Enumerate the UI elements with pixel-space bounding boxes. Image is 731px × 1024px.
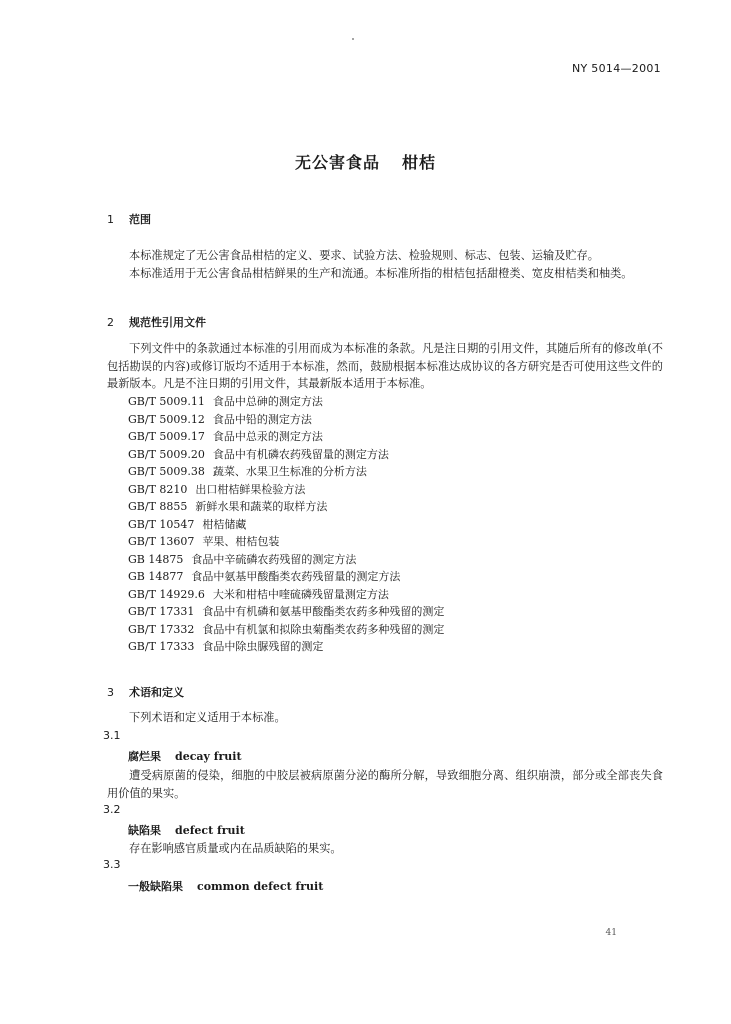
scan-speck <box>352 38 354 40</box>
reference-name: 食品中有机磷农药残留量的测定方法 <box>212 447 389 461</box>
reference-code: GB/T 17332 <box>128 622 195 636</box>
section-number: 2 <box>107 316 114 329</box>
reference-item <box>128 446 648 464</box>
section-2-heading <box>107 314 206 330</box>
reference-name: 食品中氨基甲酸酯类农药残留量的测定方法 <box>191 570 401 583</box>
reference-item <box>128 638 648 656</box>
reference-code: GB/T 17333 <box>128 640 195 653</box>
reference-name: 食品中有机氯和拟除虫菊酯类农药多种残留的测定 <box>202 622 445 636</box>
reference-item <box>128 533 648 551</box>
reference-code: GB/T 5009.38 <box>128 465 205 478</box>
reference-code: GB/T 5009.17 <box>128 430 205 443</box>
reference-item <box>128 568 648 586</box>
section-3-paragraph-1 <box>107 709 663 727</box>
reference-code: GB/T 8210 <box>128 482 188 496</box>
reference-name: 食品中总砷的测定方法 <box>212 395 323 408</box>
normative-reference-list <box>128 393 648 656</box>
reference-code: GB/T 8855 <box>128 500 188 513</box>
reference-name: 出口柑桔鲜果检验方法 <box>195 482 306 496</box>
reference-name: 新鲜水果和蔬菜的取样方法 <box>195 500 328 513</box>
page-number: 41 <box>605 928 617 938</box>
reference-name: 食品中铅的测定方法 <box>212 412 312 426</box>
reference-name: 柑桔储藏 <box>202 517 247 531</box>
reference-item <box>128 463 648 481</box>
reference-code: GB/T 13607 <box>128 535 195 548</box>
term-definition <box>107 767 663 802</box>
paragraph-text: 本标准适用于无公害食品柑桔鲜果的生产和流通。本标准所指的柑桔包括甜橙类、宽皮柑桔类和柚类。 <box>129 267 633 280</box>
section-title: 范围 <box>129 213 151 226</box>
reference-item <box>128 516 648 534</box>
section-number: 1 <box>107 213 114 226</box>
reference-name: 蔬菜、水果卫生标准的分析方法 <box>212 465 367 478</box>
reference-item <box>128 498 648 516</box>
reference-code: GB 14877 <box>128 570 184 583</box>
term-heading <box>128 822 245 838</box>
reference-item <box>128 551 648 569</box>
section-1-paragraph-1 <box>107 247 663 265</box>
definition-text: 遭受病原菌的侵染，细胞的中胶层被病原菌分泌的酶所分解，导致细胞分离、组织崩溃，部分或全部丧失食用价值的果实。 <box>107 769 663 800</box>
term-zh: 缺陷果 <box>128 824 161 837</box>
term-number: 3.3 <box>103 858 121 871</box>
reference-item <box>128 621 648 639</box>
section-2-paragraph-1 <box>107 340 663 393</box>
reference-code: GB/T 5009.11 <box>128 395 205 408</box>
reference-item <box>128 586 648 604</box>
term-en: decay fruit <box>175 750 242 763</box>
term-number: 3.2 <box>103 803 121 816</box>
section-number: 3 <box>107 686 114 699</box>
reference-item <box>128 481 648 499</box>
term-definition <box>107 840 663 858</box>
paragraph-text: 本标准规定了无公害食品柑桔的定义、要求、试验方法、检验规则、标志、包装、运输及贮存。 <box>129 249 599 262</box>
reference-item <box>128 428 648 446</box>
reference-name: 食品中辛硫磷农药残留的测定方法 <box>191 552 357 566</box>
reference-code: GB/T 10547 <box>128 517 195 531</box>
term-heading <box>128 878 323 894</box>
reference-code: GB/T 14929.6 <box>128 587 205 601</box>
paragraph-text: 下列术语和定义适用于本标准。 <box>129 711 286 724</box>
reference-name: 大米和柑桔中喹硫磷残留量测定方法 <box>212 587 389 601</box>
section-title: 规范性引用文件 <box>129 316 206 329</box>
section-title: 术语和定义 <box>129 686 184 699</box>
title-part-1: 无公害食品 <box>294 153 380 172</box>
reference-code: GB/T 5009.20 <box>128 447 205 461</box>
standard-number: NY 5014—2001 <box>571 62 661 75</box>
reference-code: GB/T 5009.12 <box>128 412 205 426</box>
reference-name: 食品中除虫脲残留的测定 <box>202 640 324 653</box>
term-zh: 一般缺陷果 <box>128 880 183 893</box>
term-en: defect fruit <box>175 824 245 837</box>
reference-name: 食品中总汞的测定方法 <box>212 430 323 443</box>
reference-item <box>128 411 648 429</box>
definition-text: 存在影响感官质量或内在品质缺陷的果实。 <box>129 842 342 855</box>
paragraph-text: 下列文件中的条款通过本标准的引用而成为本标准的条款。凡是注日期的引用文件，其随后所有的修改单(不包括勘误的内容)或修订版均不适用于本标准，然而，鼓励根据本标准达成协议的各方研究是否可使用这些文件的最新版本。凡是不注日期的引用文件，其最新版本适用于本标准。 <box>107 342 663 390</box>
term-number: 3.1 <box>103 729 121 742</box>
section-1-heading <box>107 211 151 227</box>
document-title <box>0 150 731 173</box>
term-en: common defect fruit <box>197 880 324 893</box>
reference-item <box>128 603 648 621</box>
reference-name: 苹果、柑桔包装 <box>202 535 280 548</box>
section-3-heading <box>107 684 184 700</box>
section-1-paragraph-2 <box>107 265 663 283</box>
term-heading <box>128 748 242 764</box>
reference-code: GB 14875 <box>128 552 184 566</box>
reference-code: GB/T 17331 <box>128 605 195 618</box>
reference-name: 食品中有机磷和氨基甲酸酯类农药多种残留的测定 <box>202 605 445 618</box>
title-part-2: 柑桔 <box>402 153 437 172</box>
reference-item <box>128 393 648 411</box>
term-zh: 腐烂果 <box>128 750 161 763</box>
